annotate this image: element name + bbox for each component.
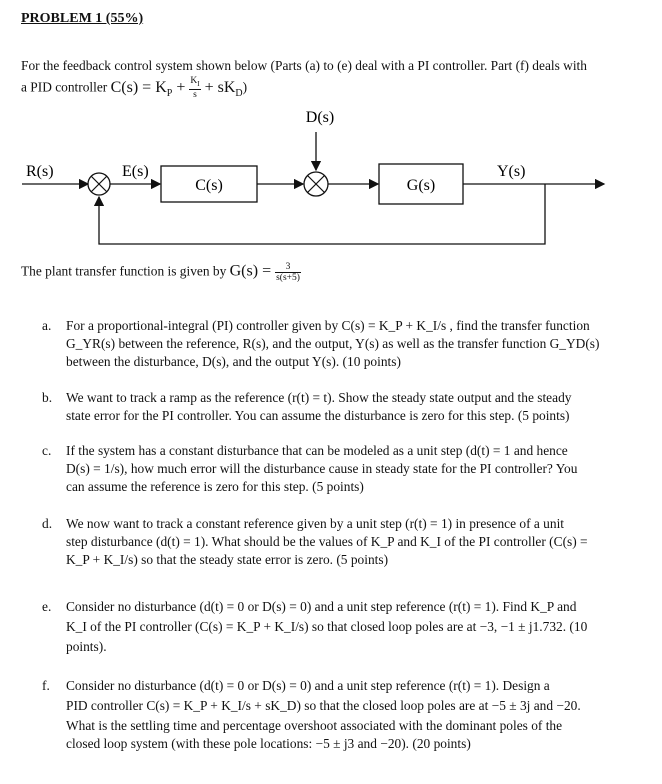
item-label: e. (42, 599, 52, 614)
item-label: d. (42, 516, 53, 531)
item-c-line-3: can assume the reference is zero for this step. (5 points) (66, 479, 364, 494)
item-label: a. (42, 318, 52, 333)
item-a-line-1: For a proportional-integral (PI) controller given by C(s) = K_P + K_I/s , find the transfer function (66, 318, 590, 333)
item-b-line-2: state error for the PI controller. You can assume the disturbance is zero for this step. (5 points) (66, 408, 570, 423)
item-d-line-2: step disturbance (d(t) = 1). What should be the values of K_P and K_I of the PI controller (C(s) = (66, 534, 588, 549)
intro-line-2-prefix: a PID controller (21, 79, 111, 95)
plant-numerator: 3 (275, 262, 301, 273)
intro-line-1: For the feedback control system shown below (Parts (a) to (e) deal with a PI controller. Part (f) deals with (21, 58, 587, 73)
intro-close-paren: ) (242, 79, 248, 95)
item-e-line-2: K_I of the PI controller (C(s) = K_P + K_I/s) so that closed loop poles are at −3, −1 ± j1.732. (10 (66, 619, 588, 634)
label-d: D(s) (305, 109, 335, 126)
item-d-line-3: K_P + K_I/s) so that the steady state error is zero. (5 points) (66, 552, 389, 567)
item-b-line-1: We want to track a ramp as the reference (r(t) = t). Show the steady state output and the steady (66, 390, 572, 405)
item-a-line-3: between the disturbance, D(s), and the output Y(s). (10 points) (66, 354, 401, 369)
label-y: Y(s) (497, 163, 526, 180)
item-c-line-2: D(s) = 1/s), how much error will the disturbance cause in steady state for the PI controller? You (66, 461, 578, 476)
label-e: E(s) (122, 163, 149, 180)
item-label: b. (42, 390, 53, 405)
item-f-line-3: What is the settling time and percentage overshoot associated with the dominant poles of the (66, 718, 563, 733)
label-r: R(s) (26, 163, 54, 180)
item-f-line-4: closed loop system (with these pole locations: −5 ± j3 and −20). (20 points) (66, 736, 471, 751)
label-g: G(s) (406, 177, 436, 194)
intro-paragraph (21, 58, 641, 102)
summing-junction-2 (304, 172, 328, 196)
item-c-line-1: If the system has a constant disturbance that can be modeled as a unit step (d(t) = 1 and hence (66, 443, 568, 458)
plant-text: The plant transfer function is given by (21, 263, 230, 279)
pid-formula-prefix: C(s) = K (110, 78, 167, 96)
problem-title: PROBLEM 1 (55%) (21, 11, 144, 26)
plant-line (21, 262, 301, 283)
item-label: f. (42, 678, 50, 693)
item-label: c. (42, 443, 52, 458)
item-a-line-2: G_YR(s) between the reference, R(s), and the output, Y(s) as well as the transfer function G_YD(s) (66, 336, 600, 351)
pid-formula: $C(s) = K_P$ + $\frac{K_I}{s}$ + $sK_D$ (110, 76, 243, 100)
label-c: C(s) (195, 177, 223, 194)
item-e-line-3: points). (66, 639, 107, 654)
item-f-line-2: PID controller C(s) = K_P + K_I/s + sK_D) so that the closed loop poles are at −5 ± 3j and −20. (66, 698, 581, 713)
plant-denominator: s(s+5) (276, 273, 300, 283)
item-e-line-1: Consider no disturbance (d(t) = 0 or D(s) = 0) and a unit step reference (r(t) = 1). Find K_P and (66, 599, 577, 614)
block-diagram (0, 100, 662, 260)
plant-lhs: G(s) = (229, 262, 276, 280)
pid-formula-suffix: + sK (200, 78, 236, 96)
item-f-line-1: Consider no disturbance (d(t) = 0 or D(s) = 0) and a unit step reference (r(t) = 1). Design a (66, 678, 550, 693)
summing-junction-1 (88, 173, 110, 195)
intro-line-2 (21, 76, 641, 102)
item-d-line-1: We now want to track a constant reference given by a unit step (r(t) = 1) in presence of a unit (66, 516, 565, 531)
